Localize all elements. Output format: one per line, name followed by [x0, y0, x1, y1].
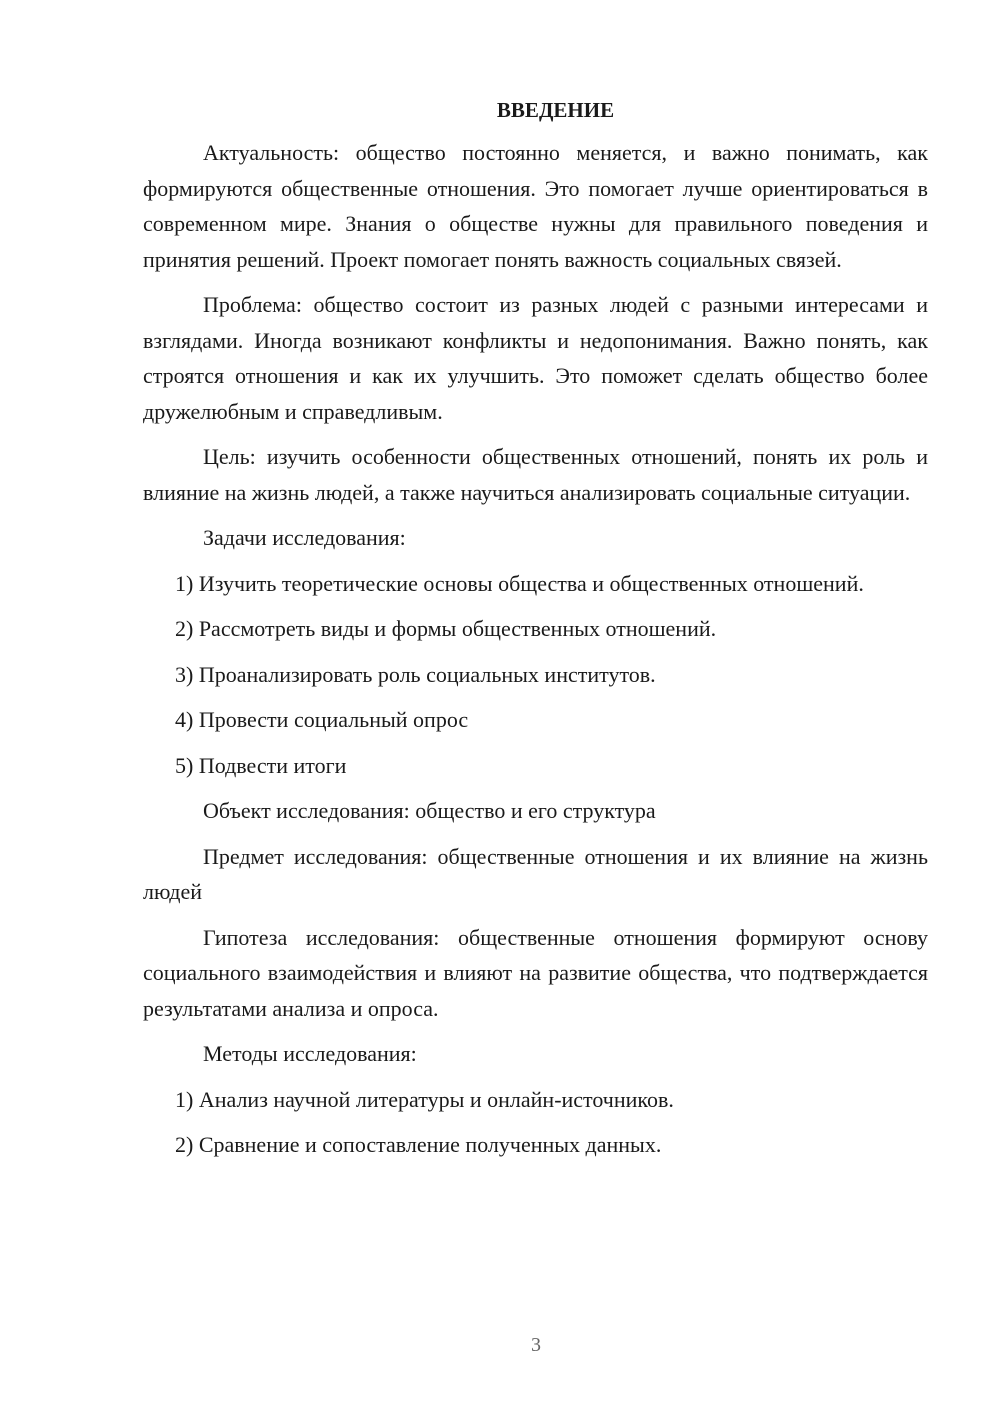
research-hypothesis: Гипотеза исследования: общественные отношения формируют основу социального взаимодействия и влияют на развитие общества, что подтверждается результатами анализа и опроса. [143, 924, 928, 1021]
task-item-1: 1) Изучить теоретические основы общества и общественных отношений. [175, 570, 864, 596]
methods-title: Методы исследования: [203, 1041, 417, 1066]
page-number: 3 [531, 1334, 541, 1356]
paragraph-problem: Проблема: общество состоит из разных людей с разными интересами и взглядами. Иногда возникают конфликты и недопонимания. Важно понять, как строятся отношения и как их улучшить. Это поможет сделать общество более дружелюбным и справедливым. [143, 292, 928, 424]
task-item-2: 2) Рассмотреть виды и формы общественных отношений. [175, 616, 717, 641]
task-item-3: 3) Проанализировать роль социальных институтов. [175, 661, 656, 687]
task-item-5: 5) Подвести итоги [175, 752, 347, 778]
section-heading: ВВЕДЕНИЕ [496, 98, 615, 122]
tasks-title: Задачи исследования: [203, 525, 406, 550]
research-subject: Предмет исследования: общественные отношения и их влияние на жизнь людей [143, 843, 928, 904]
research-object: Объект исследования: общество и его структура [203, 798, 656, 823]
paragraph-goal: Цель: изучить особенности общественных отношений, понять их роль и влияние на жизнь людей, а также научиться анализировать социальные ситуации. [143, 444, 928, 505]
task-item-4: 4) Провести социальный опрос [175, 707, 469, 732]
method-item-2: 2) Сравнение и сопоставление полученных данных. [175, 1132, 662, 1157]
method-item-1: 1) Анализ научной литературы и онлайн-источников. [175, 1086, 674, 1112]
paragraph-relevance: Актуальность: общество постоянно меняется, и важно понимать, как формируются общественные отношения. Это помогает лучше ориентироваться в современном мире. Знания о обществе нужны для правильного поведения и принятия решений. Проект помогает понять важность социальных связей. [143, 140, 928, 272]
